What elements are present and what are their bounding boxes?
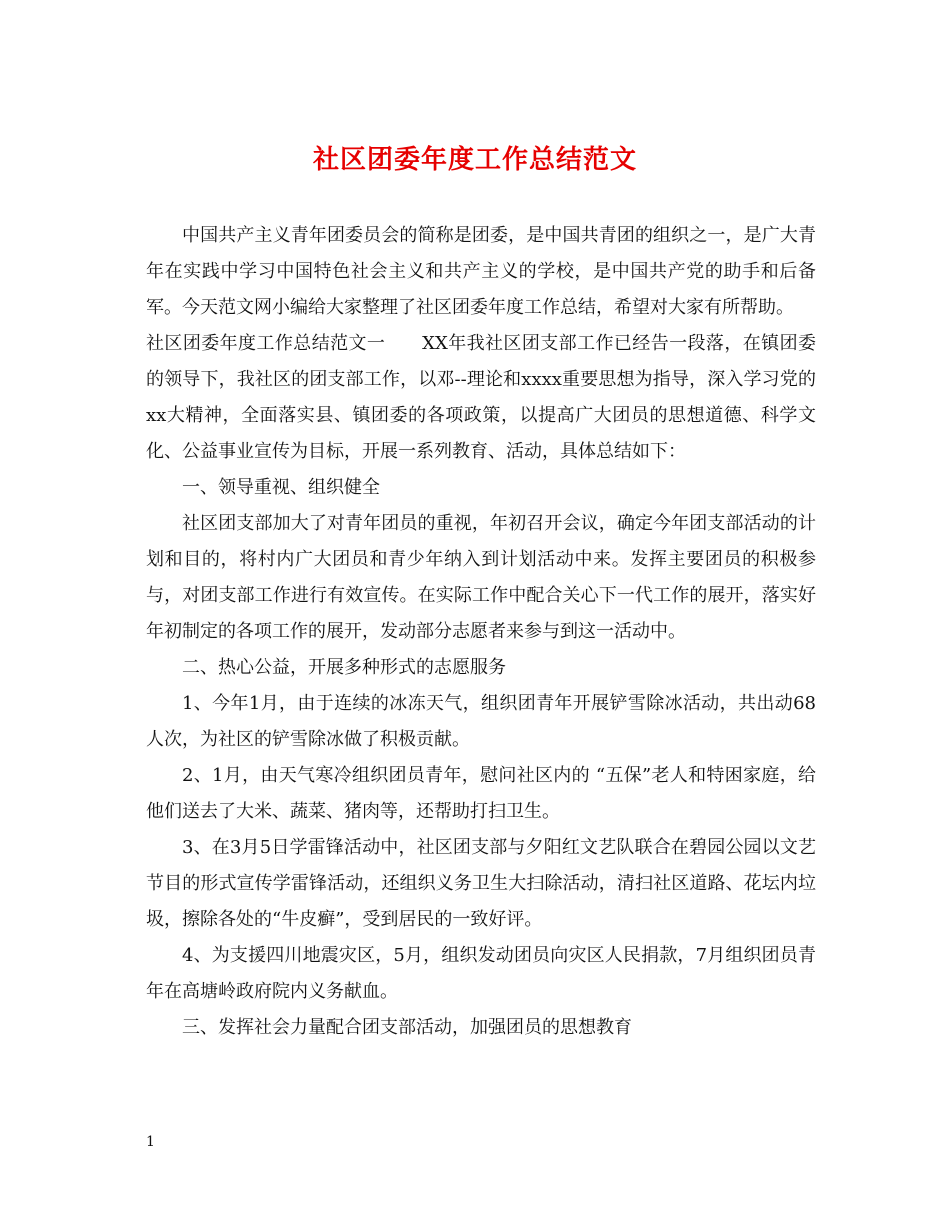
page-number: 1 — [146, 1134, 155, 1150]
section-1-paragraph: 社区团支部加大了对青年团员的重视，年初召开会议，确定今年团支部活动的计划和目的，将村内广大团员和青少年纳入到计划活动中来。发挥主要团员的积极参与，对团支部工作进行有效宣传。在实际工作中配合关心下一代工作的展开，落实好年初制定的各项工作的展开，发动部分志愿者来参与到这一活动中。 — [146, 513, 816, 642]
document-title: 社区团委年度工作总结范文 — [312, 145, 637, 175]
list-item-3: 3、在3月5日学雷锋活动中，社区团支部与夕阳红文艺队联合在碧园公园以文艺节目的形式宣传学雷锋活动，还组织义务卫生大扫除活动，清扫社区道路、花坛内垃圾，擦除各处的“牛皮癣”，受到居民的一致好评。 — [146, 837, 816, 930]
section-heading-2: 二、热心公益，开展多种形式的志愿服务 — [182, 657, 506, 678]
list-item-2: 2、1月，由天气寒冷组织团员青年，慰问社区内的 “五保”老人和特困家庭，给他们送去了大米、蔬菜、猪肉等，还帮助打扫卫生。 — [146, 765, 816, 822]
summary-intro-paragraph: 社区团委年度工作总结范文一 XX年我社区团支部工作已经告一段落，在镇团委的领导下，我社区的团支部工作，以邓--理论和xxxx重要思想为指导，深入学习党的xx大精神，全面落实县、镇团委的各项政策，以提高广大团员的思想道德、科学文化、公益事业宣传为目标，开展一系列教育、活动，具体总结如下： — [146, 333, 816, 462]
document-body — [146, 218, 816, 1046]
list-item-4: 4、为支援四川地震灾区，5月，组织发动团员向灾区人民捐款，7月组织团员青年在高塘岭政府院内义务献血。 — [146, 945, 816, 1002]
section-heading-1: 一、领导重视、组织健全 — [182, 477, 380, 498]
section-heading-3: 三、发挥社会力量配合团支部活动，加强团员的思想教育 — [182, 1017, 632, 1038]
intro-paragraph: 中国共产主义青年团委员会的简称是团委，是中国共青团的组织之一，是广大青年在实践中学习中国特色社会主义和共产主义的学校，是中国共产党的助手和后备军。今天范文网小编给大家整理了社区团委年度工作总结，希望对大家有所帮助。 — [146, 225, 816, 318]
list-item-1: 1、今年1月，由于连续的冰冻天气，组织团青年开展铲雪除冰活动，共出动68人次，为社区的铲雪除冰做了积极贡献。 — [146, 693, 816, 750]
